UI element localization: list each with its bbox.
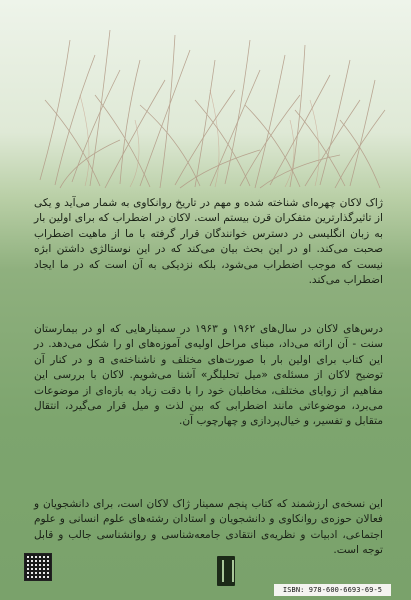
description-paragraph-2: درس‌های لاکان در سال‌های ۱۹۶۲ و ۱۹۶۳ در سمینارهایی که او در بیمارستان سنت - آن ارائه می‌داد، مبنای مراحل اولیه‌ی آموزه‌های او را شکل می‌دهد. در این کتاب برای اولین بار با صورت‌های مختلف و ناشناخته‌ی a و در کنار آن توضیح لاکان از مسئله‌ی «میل تحلیلگر» آشنا می‌شویم. لاکان با بررسی این مفاهیم از زوایای مختلف، مخاطبان خود را با دقت زیاد به بازه‌ای از موضوعات می‌برد، موضوعاتی مانند اضطرابی که بین لذت و میل قرار می‌گیرد، انتقال متقابل و تفسیر، و خیال‌پردازی و چهارچوب آن. — [34, 323, 383, 428]
isbn-barcode-label: ISBN: 978-600-6693-69-5 — [274, 584, 391, 596]
qr-code-icon — [24, 553, 52, 581]
description-paragraph-1: ژاک لاکان چهره‌ای شناخته شده و مهم در تاریخ روانکاوی به شمار می‌آید و یکی از تاثیرگذارترین متفکران قرن بیستم است. لاکان در اضطراب که برای اولین بار به زبان انگلیسی در دسترس خوانندگان قرار گرفته با ما از ماهیت اضطراب صحبت می‌کند. او در این بحث بیان می‌کند که در این نوستالژی داشتن ابژه نیست که موجب اضطراب می‌شود، بلکه نزدیکی به آن است که در ما ایجاد اضطراب می‌کند. — [34, 197, 383, 287]
grass-illustration — [0, 0, 411, 200]
publisher-logo-icon — [217, 556, 235, 586]
description-paragraph-3: این نسخه‌ی ارزشمند که کتاب پنجم سمینار ژاک لاکان است، برای دانشجویان و فعالان حوزه‌ی روانکاوی و دانشجویان و استادان رشته‌های علوم انسانی و علوم اجتماعی، ادبیات و نظریه‌ی انتقادی جامعه‌شناسی و روانشناسی جالب و قابل توجه است. — [34, 498, 383, 557]
